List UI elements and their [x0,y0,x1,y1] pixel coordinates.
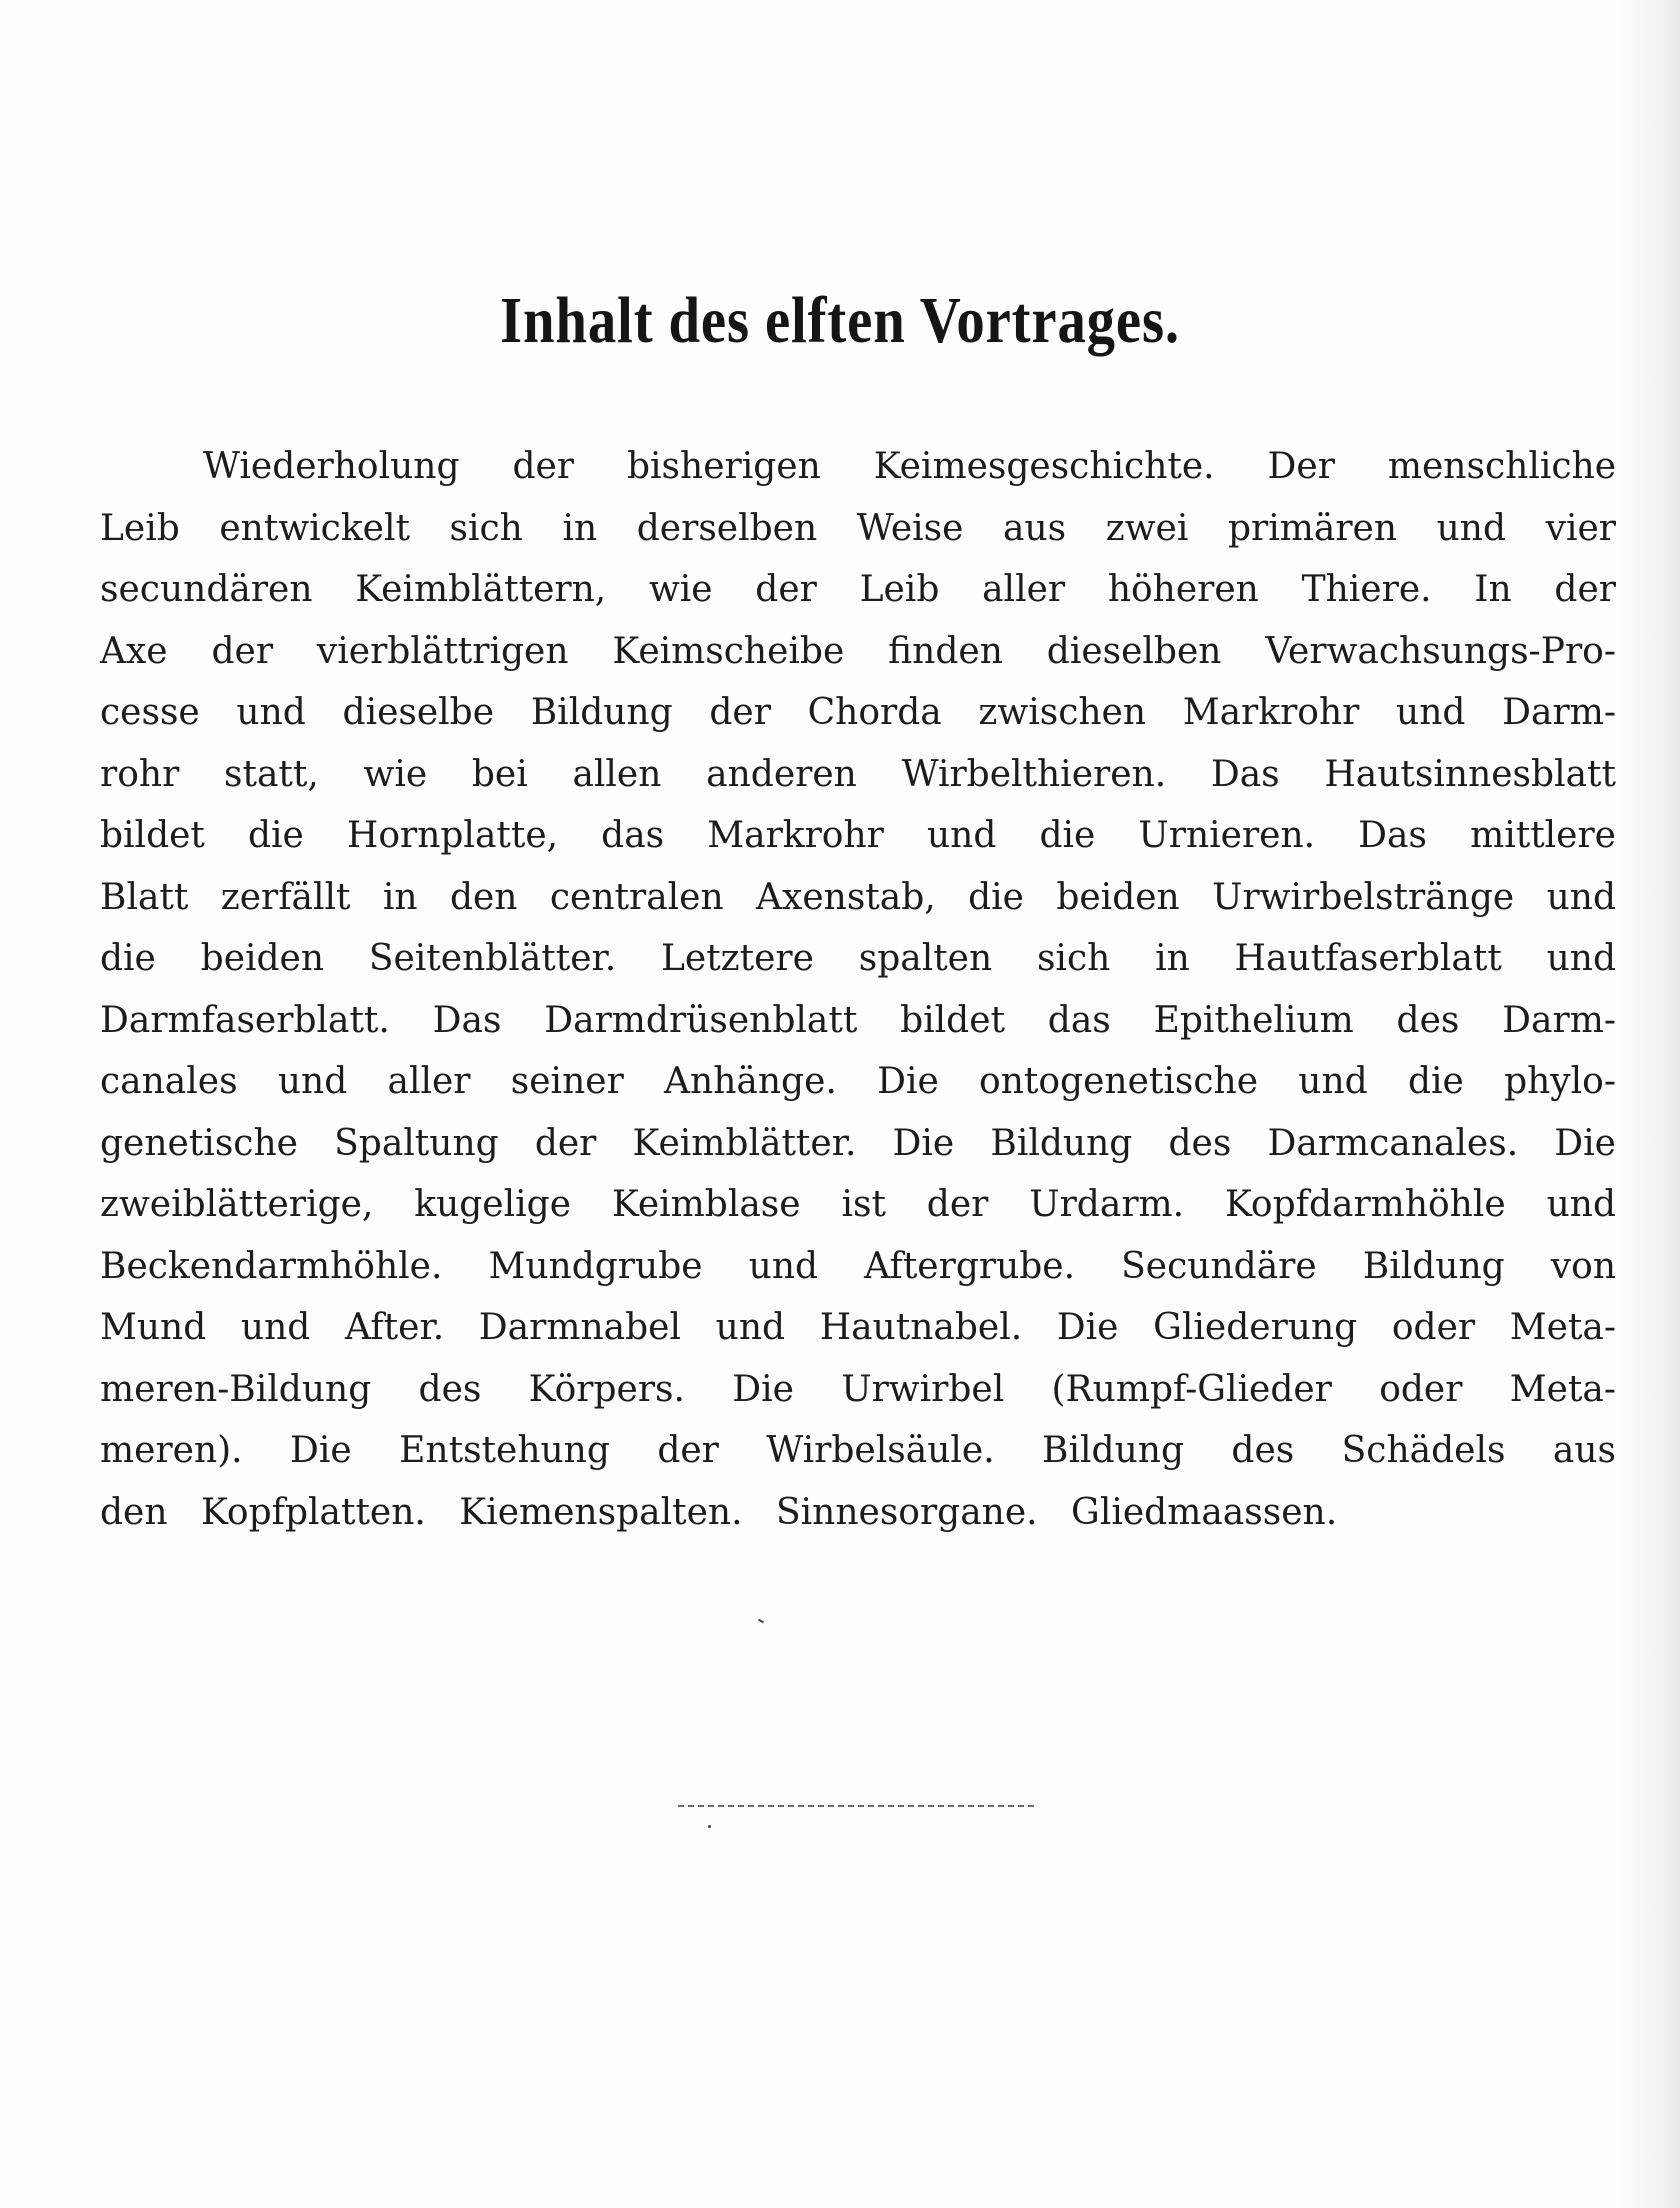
paragraph-line: Darmfaserblatt. Das Darmdrüsenblatt bildet das Epithelium des Darm- [100,999,1616,1041]
dashed-separator-rule [678,1805,1034,1807]
ink-speck [708,1825,711,1828]
paragraph-line: secundären Keimblättern, wie der Leib aller höheren Thiere. In der [100,569,1616,610]
paragraph-line: zweiblätterige, kugelige Keimblase ist der Urdarm. Kopfdarmhöhle und [100,1184,1616,1225]
paragraph-line: die beiden Seitenblätter. Letztere spalten sich in Hautfaserblatt und [100,938,1616,979]
ink-speck [758,1619,764,1624]
paragraph-line: Wiederholung der bisherigen Keimesgeschichte. Der menschliche [203,446,1616,487]
paragraph-line: genetische Spaltung der Keimblätter. Die Bildung des Darmcanales. Die [100,1122,1616,1164]
paragraph-line: Blatt zerfällt in den centralen Axenstab, die beiden Urwirbelstränge und [100,876,1616,918]
paragraph-line: den Kopfplatten. Kiemenspalten. Sinnesorgane. Gliedmaassen. [100,1491,1338,1533]
paragraph-line: meren-Bildung des Körpers. Die Urwirbel (Rumpf-Glieder oder Meta- [100,1368,1616,1410]
paragraph-line: Axe der vierblättrigen Keimscheibe finden dieselben Verwachsungs-Pro- [100,630,1616,672]
paragraph-line: Beckendarmhöhle. Mundgrube und Aftergrube. Secundäre Bildung von [100,1245,1616,1287]
paragraph-line: Leib entwickelt sich in derselben Weise aus zwei primären und vier [100,507,1616,549]
paragraph-line: canales und aller seiner Anhänge. Die ontogenetische und die phylo- [100,1061,1616,1102]
paragraph-line: meren). Die Entstehung der Wirbelsäule. Bildung des Schädels aus [100,1430,1616,1471]
paragraph-line: bildet die Hornplatte, das Markrohr und die Urnieren. Das mittlere [100,815,1616,856]
paragraph-line: rohr statt, wie bei allen anderen Wirbelthieren. Das Hautsinnesblatt [100,753,1616,795]
paragraph-line: cesse und dieselbe Bildung der Chorda zwischen Markrohr und Darm- [100,692,1616,733]
page-edge-shadow [1620,0,1680,2208]
contents-summary-paragraph [100,436,1616,1543]
chapter-contents-heading: Inhalt des elften Vortrages. [500,284,1180,357]
paragraph-line: Mund und After. Darmnabel und Hautnabel. Die Gliederung oder Meta- [100,1307,1616,1348]
